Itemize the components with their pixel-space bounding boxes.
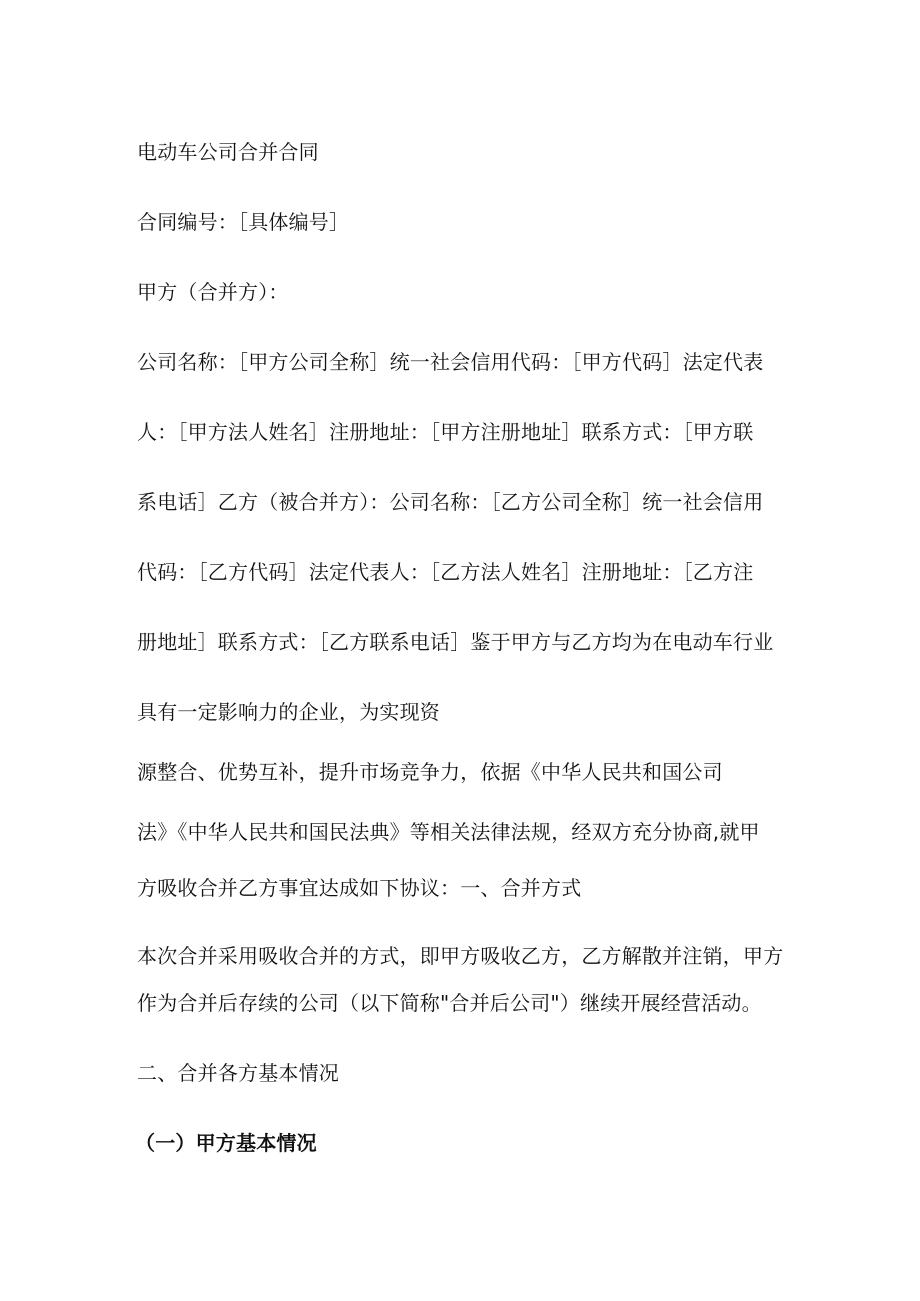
section-heading: 二、合并各方基本情况 xyxy=(137,1061,339,1085)
merger-method-line: 本次合并采用吸收合并的方式，即甲方吸收乙方，乙方解散并注销，甲方 xyxy=(137,944,784,968)
body-line: 具有一定影响力的企业，为实现资 xyxy=(137,700,440,724)
body-line: 系电话］乙方（被合并方）：公司名称：［乙方公司全称］统一社会信用 xyxy=(137,490,764,514)
document-title: 电动车公司合并合同 xyxy=(137,140,319,164)
body-line: 方吸收合并乙方事宜达成如下协议：一、合并方式 xyxy=(137,876,582,900)
merger-method-line: 作为合并后存续的公司（以下简称"合并后公司"）继续开展经营活动。 xyxy=(137,991,762,1015)
subsection-heading: （一）甲方基本情况 xyxy=(135,1131,317,1155)
body-line: 人：［甲方法人姓名］注册地址：［甲方注册地址］联系方式：［甲方联 xyxy=(137,420,754,444)
contract-number: 合同编号：［具体编号］ xyxy=(137,210,350,234)
party-a-heading: 甲方（合并方）： xyxy=(137,280,289,304)
body-line: 册地址］联系方式：［乙方联系电话］鉴于甲方与乙方均为在电动车行业 xyxy=(137,630,774,654)
body-line: 法》《中华人民共和国民法典》等相关法律法规，经双方充分协商,就甲 xyxy=(137,820,760,844)
body-line: 公司名称：［甲方公司全称］统一社会信用代码：［甲方代码］法定代表 xyxy=(137,350,764,374)
body-line: 源整合、优势互补，提升市场竞争力，依据《中华人民共和国公司 xyxy=(137,760,723,784)
body-line: 代码：［乙方代码］法定代表人：［乙方法人姓名］注册地址：［乙方注 xyxy=(137,560,754,584)
